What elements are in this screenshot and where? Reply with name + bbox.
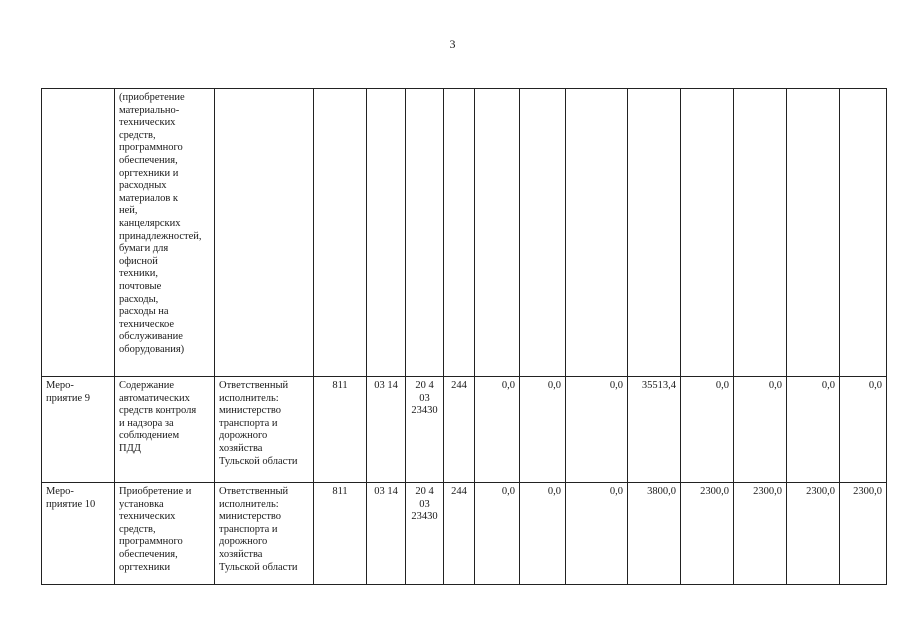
expense-type-cell: 244	[444, 483, 475, 585]
value-cell	[566, 89, 628, 377]
expense-type-cell: 244	[444, 377, 475, 483]
value-cell: 0,0	[734, 377, 787, 483]
measure-cell: Меро- приятие 9	[42, 377, 115, 483]
section-code-cell: 03 14	[367, 377, 406, 483]
value-cell: 2300,0	[734, 483, 787, 585]
value-cell: 0,0	[520, 377, 566, 483]
grbs-code-cell: 811	[314, 483, 367, 585]
value-cell: 35513,4	[628, 377, 681, 483]
grbs-code-cell: 811	[314, 377, 367, 483]
target-article-cell: 20 4 03 23430	[406, 483, 444, 585]
table-row	[42, 89, 887, 377]
value-cell: 2300,0	[681, 483, 734, 585]
executor-cell	[215, 89, 314, 377]
page-number: 3	[449, 37, 456, 51]
value-cell: 3800,0	[628, 483, 681, 585]
executor-cell: Ответственный исполнитель: министерство транспорта и дорожного хозяйства Тульской области	[215, 377, 314, 483]
value-cell	[520, 89, 566, 377]
value-cell	[840, 89, 887, 377]
value-cell: 0,0	[566, 483, 628, 585]
value-cell: 0,0	[787, 377, 840, 483]
table-row	[42, 377, 887, 483]
value-cell	[628, 89, 681, 377]
description-cell: (приобретение материально- технических средств, программного обеспечения, оргтехники и расходных материалов к ней, канцелярских принадлежностей, бумаги для офисной техники, почтовые расходы, расходы на техническое обслуживание оборудования)	[115, 89, 215, 377]
measure-cell: Меро- приятие 10	[42, 483, 115, 585]
description-cell: Приобретение и установка технических средств, программного обеспечения, оргтехники	[115, 483, 215, 585]
executor-cell: Ответственный исполнитель: министерство транспорта и дорожного хозяйства Тульской области	[215, 483, 314, 585]
section-code-cell: 03 14	[367, 483, 406, 585]
value-cell	[734, 89, 787, 377]
value-cell: 2300,0	[787, 483, 840, 585]
expense-type-cell	[444, 89, 475, 377]
value-cell: 0,0	[566, 377, 628, 483]
value-cell: 0,0	[475, 483, 520, 585]
description-cell: Содержание автоматических средств контроля и надзора за соблюдением ПДД	[115, 377, 215, 483]
value-cell	[787, 89, 840, 377]
value-cell: 0,0	[681, 377, 734, 483]
value-cell: 2300,0	[840, 483, 887, 585]
table-row	[42, 483, 887, 585]
budget-table	[41, 88, 887, 585]
target-article-cell	[406, 89, 444, 377]
table-body	[42, 89, 887, 585]
section-code-cell	[367, 89, 406, 377]
value-cell	[475, 89, 520, 377]
target-article-cell: 20 4 03 23430	[406, 377, 444, 483]
value-cell: 0,0	[840, 377, 887, 483]
grbs-code-cell	[314, 89, 367, 377]
value-cell	[681, 89, 734, 377]
value-cell: 0,0	[520, 483, 566, 585]
value-cell: 0,0	[475, 377, 520, 483]
measure-cell	[42, 89, 115, 377]
